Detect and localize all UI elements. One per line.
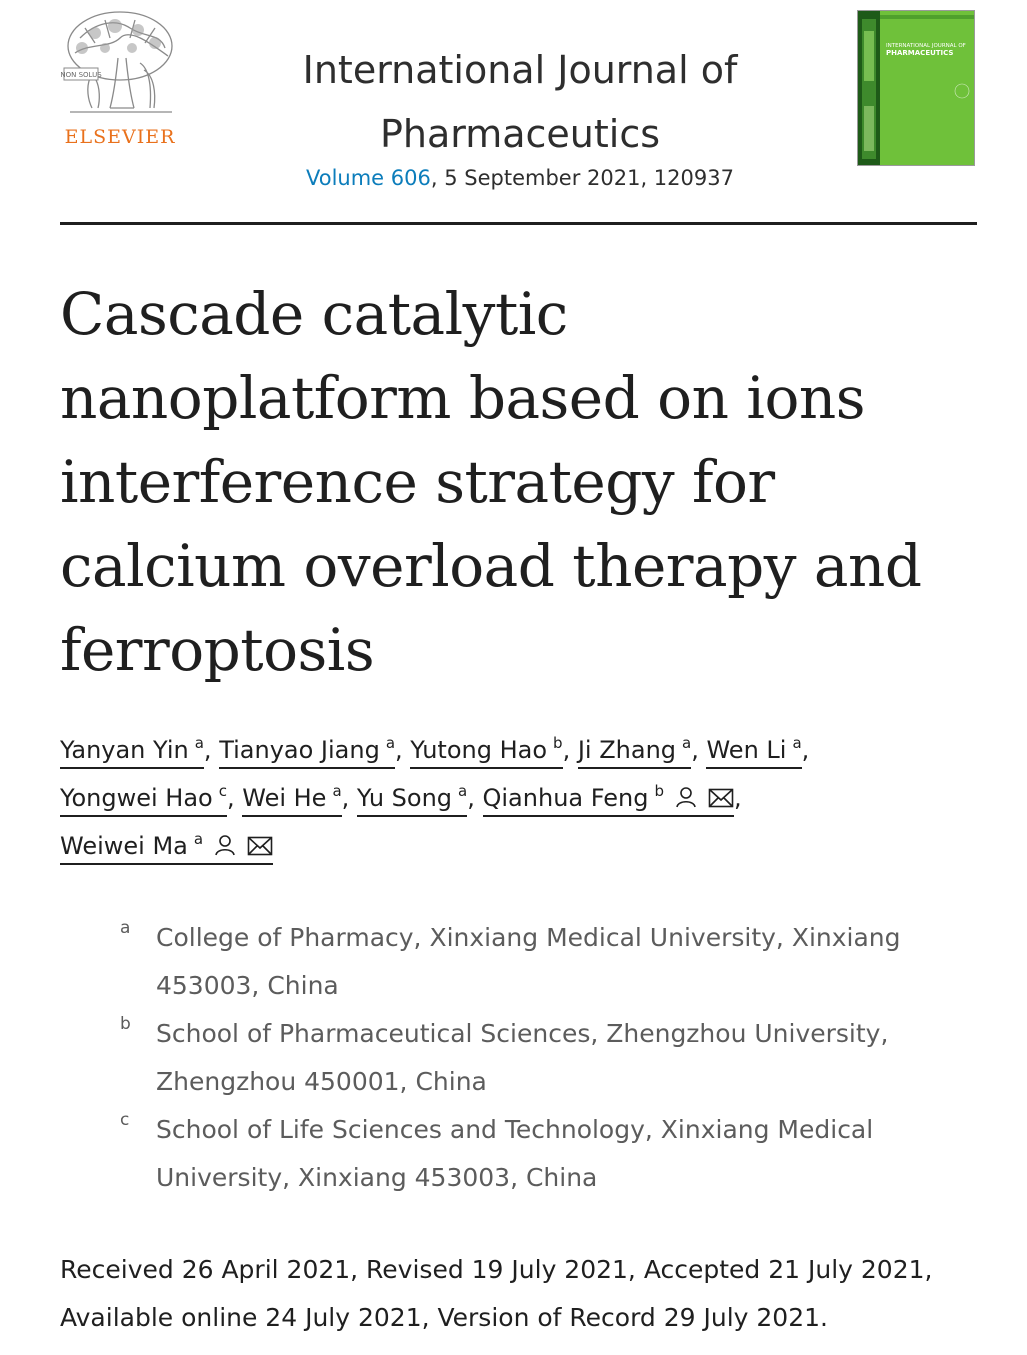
author-name: Wei He: [242, 784, 327, 812]
elsevier-tree-icon: [60, 8, 180, 118]
author-separator: ,: [691, 736, 707, 764]
author-name: Weiwei Ma: [60, 832, 188, 860]
author-separator: ,: [226, 784, 243, 812]
author-name: Yanyan Yin: [60, 736, 189, 764]
affiliation-marker: a: [194, 734, 204, 752]
affiliation-item: [120, 914, 970, 1010]
author-link-corresponding[interactable]: [60, 822, 273, 865]
affiliation-item: [120, 1010, 970, 1106]
author-link[interactable]: [60, 726, 204, 769]
author-name: Yu Song: [356, 784, 453, 812]
affiliation-list: [120, 914, 970, 1202]
author-link[interactable]: [242, 774, 341, 817]
issue-date-and-id: , 5 September 2021, 120937: [430, 166, 734, 190]
mail-icon: [708, 787, 734, 809]
affiliation-marker: b: [553, 734, 563, 752]
logo-motto: NON SOLUS: [60, 71, 102, 79]
author-name: Tianyao Jiang: [219, 736, 380, 764]
author-separator: ,: [467, 784, 483, 812]
affiliation-marker: a: [792, 734, 802, 752]
author-separator: ,: [341, 784, 357, 812]
author-link[interactable]: [60, 774, 227, 817]
mail-icon: [247, 835, 273, 857]
affiliation-marker: a: [193, 830, 204, 848]
cover-title-line1: INTERNATIONAL JOURNAL OF: [886, 43, 966, 49]
affiliation-marker: a: [458, 782, 468, 800]
author-link[interactable]: [219, 726, 395, 769]
author-name: Yongwei Hao: [60, 784, 213, 812]
person-icon: [213, 833, 237, 857]
publication-history: Received 26 April 2021, Revised 19 July 2021, Accepted 21 July 2021, Available online 24 July 2021, Version of Record 29 July 2021.: [60, 1255, 933, 1332]
author-name: Qianhua Feng: [482, 784, 649, 812]
author-name: Wen Li: [706, 736, 787, 764]
author-link[interactable]: [578, 726, 691, 769]
author-separator: ,: [395, 736, 411, 764]
person-icon: [674, 785, 698, 809]
journal-header: [60, 0, 977, 226]
author-separator: ,: [801, 736, 810, 764]
affiliation-item: [120, 1106, 970, 1202]
affiliation-marker: c: [218, 782, 227, 800]
affiliation-label: a: [120, 918, 131, 938]
journal-cover-thumbnail[interactable]: [857, 10, 975, 166]
author-list: [60, 726, 970, 870]
author-separator: ,: [203, 736, 220, 764]
affiliation-text: School of Pharmaceutical Sciences, Zhengzhou University, Zhengzhou 450001, China: [156, 1019, 889, 1096]
article-title: Cascade catalytic nanoplatform based on ions interference strategy for calcium overload therapy and ferroptosis: [60, 280, 922, 684]
journal-title-line2: Pharmaceutics: [379, 112, 661, 156]
volume-info: [240, 166, 800, 190]
cover-title-line2: PHARMACEUTICS: [886, 49, 954, 57]
affiliation-marker: a: [682, 734, 692, 752]
author-name: Yutong Hao: [410, 736, 548, 764]
journal-title-line1: International Journal of: [302, 48, 738, 92]
affiliation-marker: b: [654, 782, 664, 800]
author-link[interactable]: [410, 726, 562, 769]
volume-link[interactable]: Volume 606: [306, 166, 431, 190]
affiliation-marker: a: [385, 734, 396, 752]
publisher-name: ELSEVIER: [64, 126, 176, 148]
elsevier-logo[interactable]: [60, 8, 180, 148]
affiliation-marker: a: [332, 782, 342, 800]
journal-title[interactable]: [240, 38, 800, 166]
cover-image: [858, 11, 974, 165]
header-divider: [60, 222, 977, 225]
author-name: Ji Zhang: [577, 736, 677, 764]
affiliation-text: College of Pharmacy, Xinxiang Medical University, Xinxiang 453003, China: [156, 923, 901, 1000]
affiliation-text: School of Life Sciences and Technology, Xinxiang Medical University, Xinxiang 453003, China: [156, 1115, 874, 1192]
author-link-corresponding[interactable]: [483, 774, 734, 817]
author-link[interactable]: [357, 774, 467, 817]
author-separator: ,: [733, 784, 742, 812]
affiliation-label: b: [120, 1014, 131, 1034]
author-link[interactable]: [706, 726, 801, 769]
author-separator: ,: [562, 736, 578, 764]
affiliation-label: c: [120, 1110, 130, 1130]
